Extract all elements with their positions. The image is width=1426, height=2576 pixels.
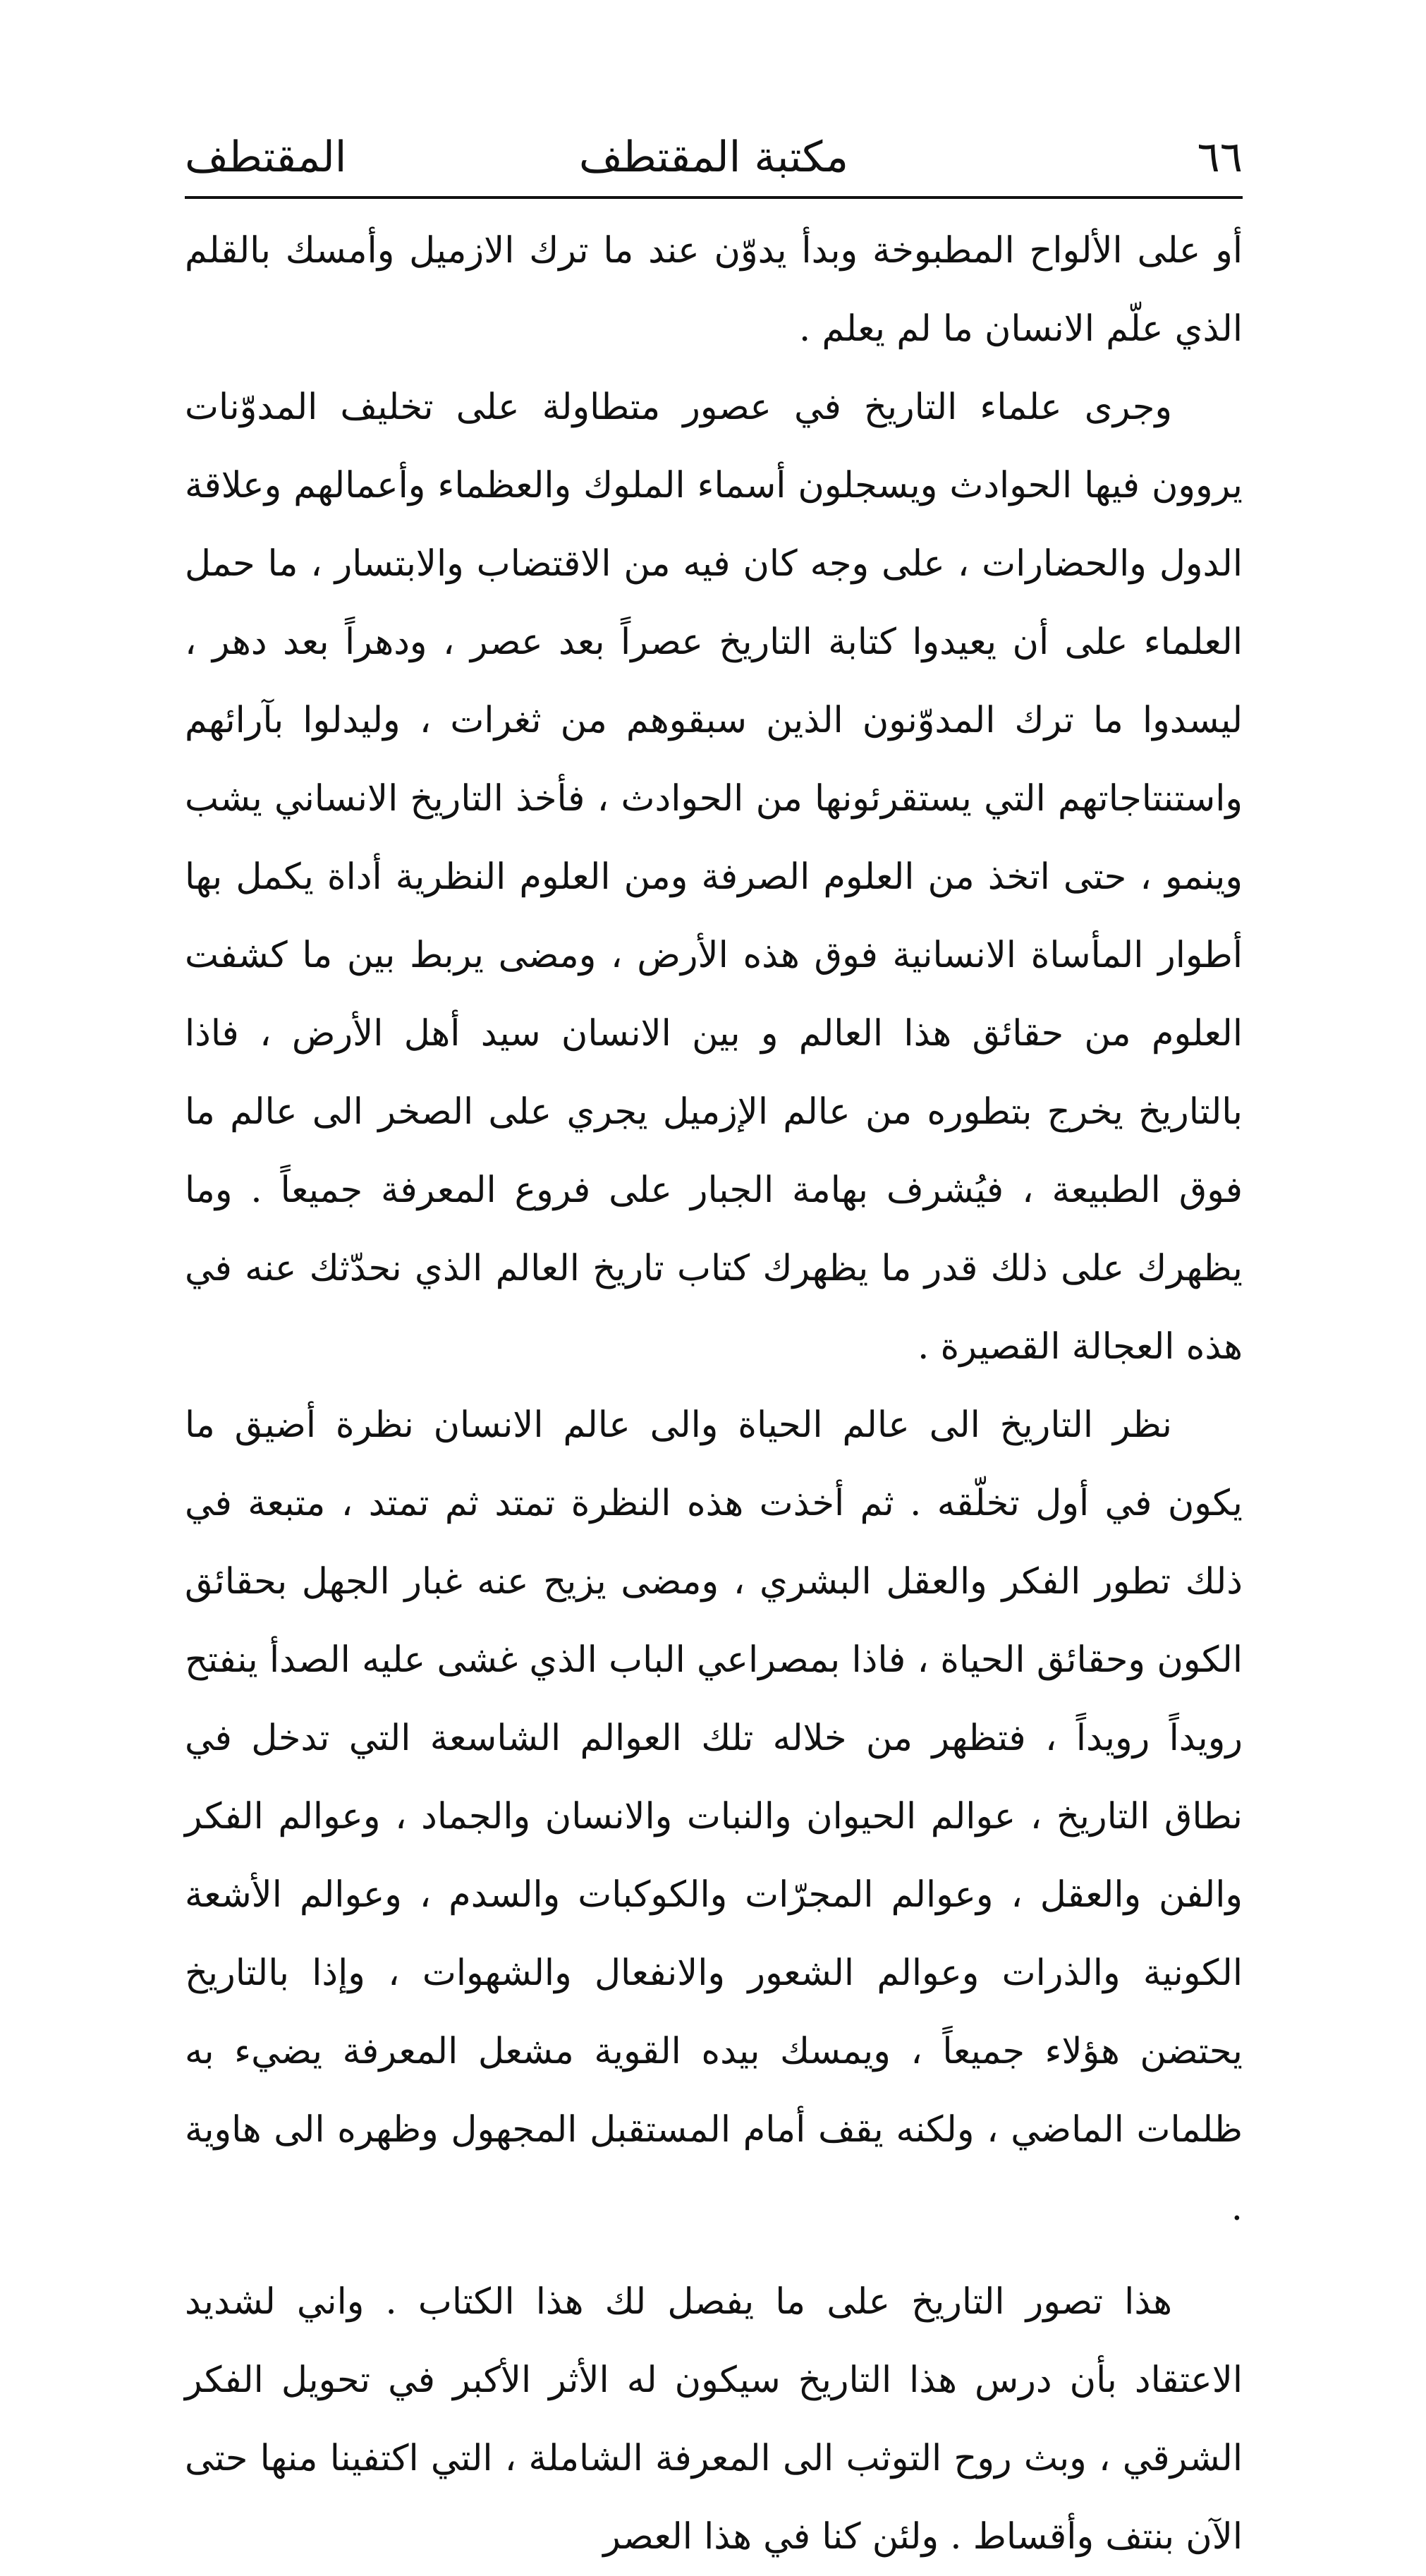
body-text [185, 212, 1243, 2576]
series-title: مكتبة المقتطف [578, 133, 849, 182]
running-header [185, 126, 1243, 189]
paragraph-worldview: نظر التاريخ الى عالم الحياة والى عالم الانسان نظرة أضيق ما يكون في أول تخلّقه . ثم أخذت هذه النظرة تمتد ثم تمتد ، متبعة في ذلك تطور الفكر والعقل البشري ، ومضى يزيح عنه غبار الجهل بحقائق الكون وحقائق الحياة ، فاذا بمصراعي الباب الذي غشى عليه الصدأ ينفتح رويداً رويداً ، فتظهر من خلاله تلك العوالم الشاسعة التي تدخل في نطاق التاريخ ، عوالم الحيوان والنبات والانسان والجماد ، وعوالم الفكر والفن والعقل ، وعوالم المجرّات والكوكبات والسدم ، وعوالم الأشعة الكونية والذرات وعوالم الشعور والانفعال والشهوات ، وإذا بالتاريخ يحتضن هؤلاء جميعاً ، ويمسك بيده القوية مشعل المعرفة يضيء به ظلمات الماضي ، ولكنه يقف أمام المستقبل المجهول وظهره الى هاوية . [185, 1404, 1243, 2229]
header-rule [185, 196, 1243, 199]
paragraph-historians: وجرى علماء التاريخ في عصور متطاولة على تخليف المدوّنات يروون فيها الحوادث ويسجلون أسماء الملوك والعظماء وأعمالهم وعلاقة الدول والحضارات ، على وجه كان فيه من الاقتضاب والابتسار ، ما حمل العلماء على أن يعيدوا كتابة التاريخ عصراً بعد عصر ، ودهراً بعد دهر ، ليسدوا ما ترك المدوّنون الذين سبقوهم من ثغرات ، وليدلوا بآرائهم واستنتاجاتهم التي يستقرئونها من الحوادث ، فأخذ التاريخ الانساني يشب وينمو ، حتى اتخذ من العلوم الصرفة ومن العلوم النظرية أداة يكمل بها أطوار المأساة الانسانية فوق هذه الأرض ، ومضى يربط بين ما كشفت العلوم من حقائق هذا العالم و بين الانسان سيد أهل الأرض ، فاذا بالتاريخ يخرج بتطوره من عالم الإزميل يجري على الصخر الى عالم ما فوق الطبيعة ، فيُشرف بهامة الجبار على فروع المعرفة جميعاً . وما يظهرك على ذلك قدر ما يظهرك كتاب تاريخ العالم الذي نحدّثك عنه في هذه العجالة القصيرة . [185, 387, 1243, 1368]
paragraph-conclusion: هذا تصور التاريخ على ما يفصل لك هذا الكتاب . واني لشديد الاعتقاد بأن درس هذا التاريخ سيكون له الأثر الأكبر في تحويل الفكر الشرقي ، وبث روح التوثب الى المعرفة الشاملة ، التي اكتفينا منها حتى الآن بنتف وأقساط . ولئن كنا في هذا العصر [185, 2281, 1243, 2558]
periodical-title: المقتطف [185, 133, 347, 182]
paragraph-continuation: أو على الألواح المطبوخة وبدأ يدوّن عند ما ترك الازميل وأمسك بالقلم الذي علّم الانسان ما لم يعلم . [185, 230, 1243, 350]
page-number: ٦٦ [1197, 133, 1243, 182]
